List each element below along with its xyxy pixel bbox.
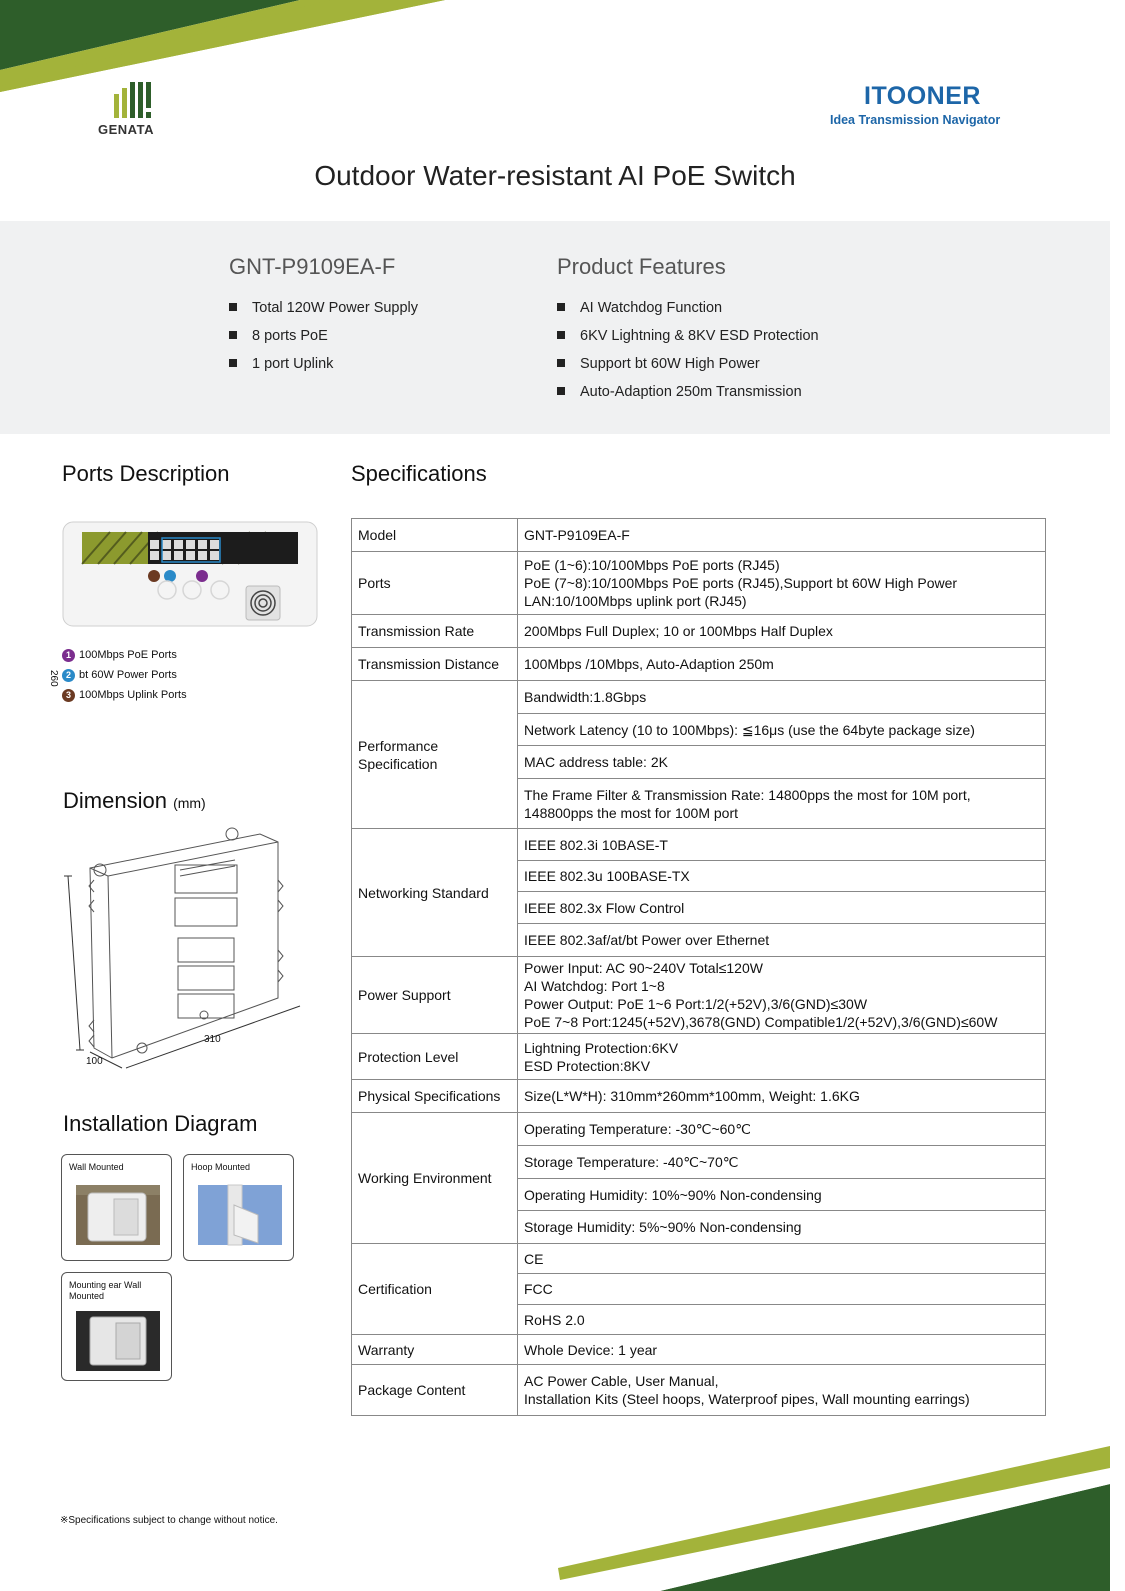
- spec-key: Performance Specification: [352, 681, 518, 829]
- install-card-label: Wall Mounted: [69, 1162, 124, 1172]
- number-badge-icon: 3: [62, 689, 75, 702]
- spec-value: The Frame Filter & Transmission Rate: 14800pps the most for 10M port, 148800pps the most for 100M port: [518, 779, 1046, 829]
- table-row: [352, 1113, 1046, 1146]
- spec-value: AC Power Cable, User Manual, Installation Kits (Steel hoops, Waterproof pipes, Wall mounting earrings): [518, 1365, 1046, 1416]
- mounting-ear-photo: [76, 1311, 160, 1371]
- spec-value: IEEE 802.3af/at/bt Power over Ethernet: [518, 924, 1046, 957]
- spec-value: MAC address table: 2K: [518, 746, 1046, 779]
- spec-key: Protection Level: [352, 1034, 518, 1080]
- model-highlights-list: [229, 297, 418, 381]
- bullet-square-icon: [557, 303, 565, 311]
- dimension-height-label: 260: [48, 670, 59, 687]
- ports-legend: [62, 645, 187, 705]
- bullet-square-icon: [557, 331, 565, 339]
- genata-logo: [98, 82, 168, 138]
- specifications-title: Specifications: [351, 461, 487, 486]
- footnote: ※Specifications subject to change without notice.: [60, 1515, 278, 1526]
- ports-legend-item: 2 bt 60W Power Ports: [62, 665, 187, 685]
- bullet-square-icon: [229, 331, 237, 339]
- spec-value: Storage Humidity: 5%~90% Non-condensing: [518, 1211, 1046, 1244]
- itooner-logo-tagline: Idea Transmission Navigator: [830, 113, 1001, 127]
- list-item: 8 ports PoE: [229, 325, 418, 353]
- summary-band: [0, 221, 1110, 434]
- dimension-depth-label: 100: [86, 1056, 103, 1067]
- itooner-logo-name: ITOONER: [864, 82, 981, 110]
- spec-key: Networking Standard: [352, 829, 518, 957]
- spec-key: Transmission Rate: [352, 615, 518, 648]
- product-features-list: [557, 297, 819, 409]
- list-item: AI Watchdog Function: [557, 297, 819, 325]
- spec-key: Certification: [352, 1244, 518, 1335]
- spec-key: Ports: [352, 552, 518, 615]
- install-card-hoop-mounted: [183, 1154, 294, 1261]
- spec-value: Lightning Protection:6KV ESD Protection:8KV: [518, 1034, 1046, 1080]
- dimension-unit: (mm): [173, 795, 206, 811]
- spec-value: RoHS 2.0: [518, 1305, 1046, 1335]
- spec-key: Power Support: [352, 957, 518, 1034]
- bullet-square-icon: [557, 387, 565, 395]
- page-title: Outdoor Water-resistant AI PoE Switch: [314, 160, 796, 191]
- list-item: 1 port Uplink: [229, 353, 418, 381]
- installation-diagram-title: Installation Diagram: [63, 1111, 258, 1136]
- spec-value: IEEE 802.3u 100BASE-TX: [518, 861, 1046, 892]
- list-item: Support bt 60W High Power: [557, 353, 819, 381]
- hoop-mounted-photo: [198, 1185, 282, 1245]
- spec-key: Physical Specifications: [352, 1080, 518, 1113]
- dimension-width-label: 310: [204, 1034, 221, 1045]
- install-card-wall-mounted: [61, 1154, 172, 1261]
- spec-value: Network Latency (10 to 100Mbps): ≦16μs (use the 64byte package size): [518, 714, 1046, 746]
- spec-value: Operating Humidity: 10%~90% Non-condensing: [518, 1179, 1046, 1211]
- table-row: [352, 615, 1046, 648]
- number-badge-icon: 1: [62, 649, 75, 662]
- genata-logo-text: GENATA: [98, 122, 154, 137]
- bullet-square-icon: [557, 359, 565, 367]
- bullet-square-icon: [229, 359, 237, 367]
- ports-legend-item: 1 100Mbps PoE Ports: [62, 645, 187, 665]
- wall-mounted-photo: [76, 1185, 160, 1245]
- table-row: [352, 519, 1046, 552]
- table-row: [352, 957, 1046, 1034]
- itooner-logo: [830, 82, 1030, 138]
- spec-value: Power Input: AC 90~240V Total≤120W AI Watchdog: Port 1~8 Power Output: PoE 1~6 Port:1/2(+52V),3/6(GND)≤30W PoE 7~8 Port:1245(+52V),3678(GND) Compatible1/2(+52V),3/6(GND)≤60W: [518, 957, 1046, 1034]
- spec-value: Bandwidth:1.8Gbps: [518, 681, 1046, 714]
- install-card-label: Hoop Mounted: [191, 1162, 251, 1172]
- table-row: [352, 829, 1046, 861]
- spec-value: CE: [518, 1244, 1046, 1274]
- table-row: [352, 1335, 1046, 1365]
- number-badge-icon: 2: [62, 669, 75, 682]
- spec-value: PoE (1~6):10/100Mbps PoE ports (RJ45) PoE (7~8):10/100Mbps PoE ports (RJ45),Support bt 60W High Power LAN:10/100Mbps uplink port (RJ45): [518, 552, 1046, 615]
- table-row: [352, 1080, 1046, 1113]
- switch-front-image: [62, 518, 318, 630]
- ports-description-title: Ports Description: [62, 461, 230, 486]
- model-heading: GNT-P9109EA-F: [229, 254, 396, 279]
- spec-value: FCC: [518, 1274, 1046, 1305]
- specifications-table: [351, 518, 1046, 1416]
- bullet-square-icon: [229, 303, 237, 311]
- spec-value: GNT-P9109EA-F: [518, 519, 1046, 552]
- list-item: 6KV Lightning & 8KV ESD Protection: [557, 325, 819, 353]
- spec-key: Warranty: [352, 1335, 518, 1365]
- spec-key: Model: [352, 519, 518, 552]
- table-row: [352, 681, 1046, 714]
- spec-key: Working Environment: [352, 1113, 518, 1244]
- product-features-heading: Product Features: [557, 254, 726, 279]
- install-card-mounting-ear: [61, 1272, 172, 1381]
- table-row: [352, 1365, 1046, 1416]
- spec-value: Storage Temperature: -40℃~70℃: [518, 1146, 1046, 1179]
- spec-value: 100Mbps /10Mbps, Auto-Adaption 250m: [518, 648, 1046, 681]
- table-row: [352, 1244, 1046, 1274]
- list-item: Auto-Adaption 250m Transmission: [557, 381, 819, 409]
- table-row: [352, 1034, 1046, 1080]
- table-row: [352, 552, 1046, 615]
- spec-key: Package Content: [352, 1365, 518, 1416]
- list-item: Total 120W Power Supply: [229, 297, 418, 325]
- spec-key: Transmission Distance: [352, 648, 518, 681]
- spec-value: Size(L*W*H): 310mm*260mm*100mm, Weight: 1.6KG: [518, 1080, 1046, 1113]
- spec-value: Whole Device: 1 year: [518, 1335, 1046, 1365]
- genata-logo-mark: [114, 82, 154, 118]
- spec-value: IEEE 802.3x Flow Control: [518, 892, 1046, 924]
- install-card-label: Mounting ear Wall Mounted: [69, 1280, 142, 1301]
- spec-value: Operating Temperature: -30℃~60℃: [518, 1113, 1046, 1146]
- ports-legend-item: 3 100Mbps Uplink Ports: [62, 685, 187, 705]
- dimension-title: Dimension (mm): [63, 788, 206, 813]
- table-row: [352, 648, 1046, 681]
- spec-value: IEEE 802.3i 10BASE-T: [518, 829, 1046, 861]
- spec-value: 200Mbps Full Duplex; 10 or 100Mbps Half Duplex: [518, 615, 1046, 648]
